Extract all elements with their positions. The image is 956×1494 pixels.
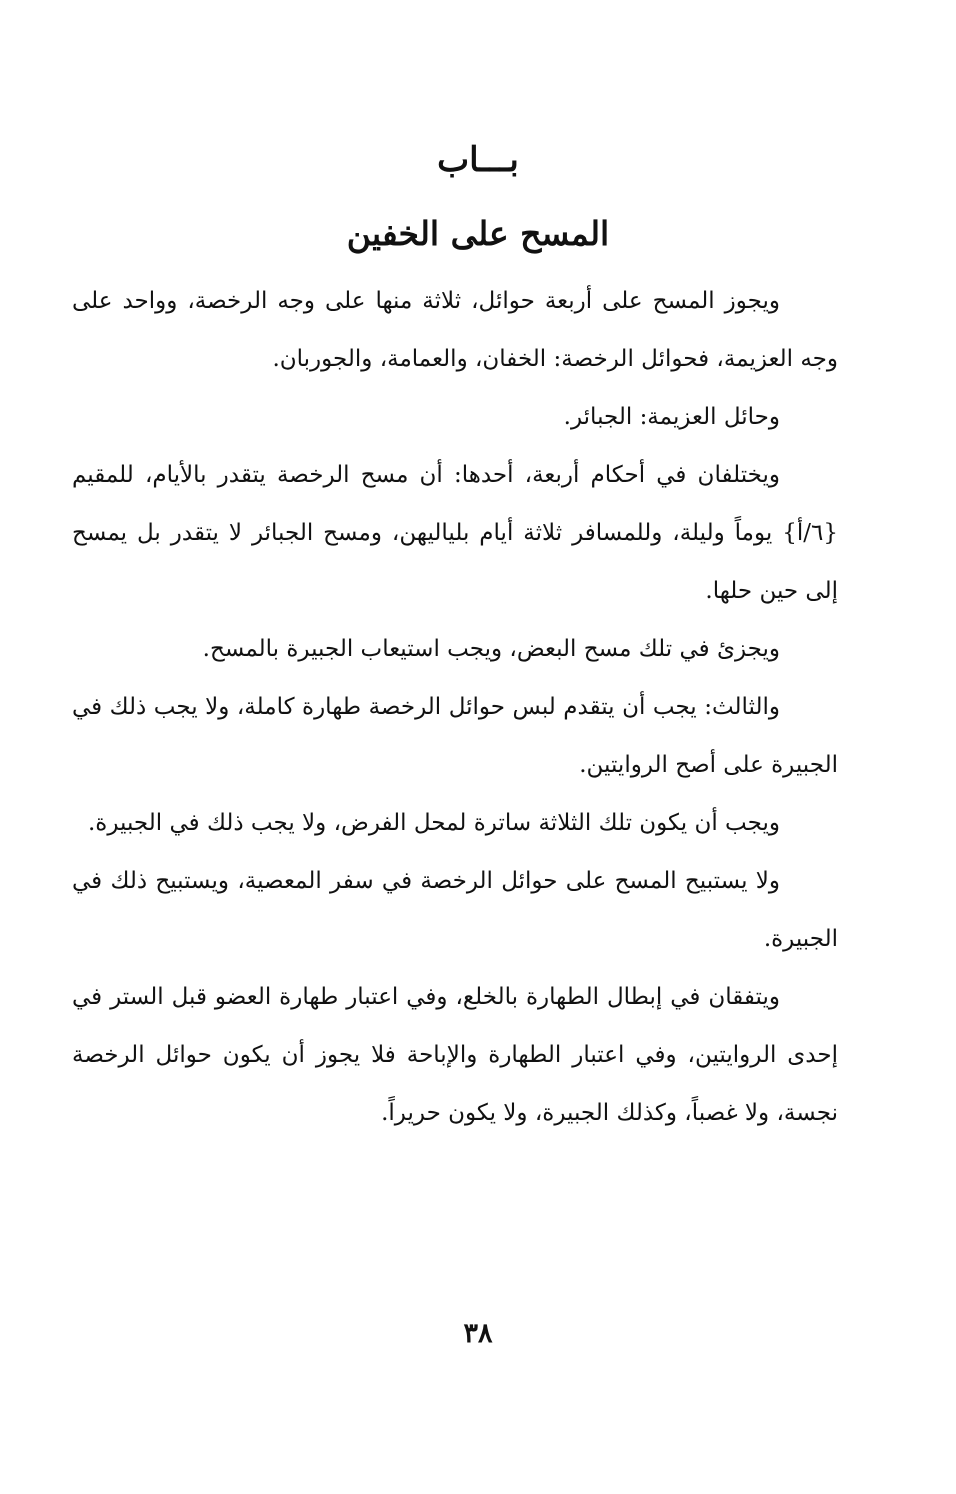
paragraph-8: ويتفقان في إبطال الطهارة بالخلع، وفي اعتبار طهارة العضو قبل الستر في إحدى الروايتين، وفي اعتبار الطهارة والإباحة فلا يجوز أن يكون حوائل الرخصة نجسة، ولا غصباً، وكذلك الجبيرة، ولا يكون حريراً.: [72, 984, 838, 1126]
body-text: [72, 272, 838, 1142]
chapter-heading: بـــاب: [437, 140, 519, 180]
paragraph-6: ويجب أن يكون تلك الثلاثة ساترة لمحل الفرض، ولا يجب ذلك في الجبيرة.: [88, 810, 780, 836]
paragraph-3: ويختلفان في أحكام أربعة، أحدها: أن مسح الرخصة يتقدر بالأيام، للمقيم {٦/أ} يوماً وليلة، وللمسافر ثلاثة أيام بلياليهن، ومسح الجبائر لا يتقدر بل يمسح إلى حين حلها.: [72, 462, 838, 604]
paragraph-7: ولا يستبيح المسح على حوائل الرخصة في سفر المعصية، ويستبيح ذلك في الجبيرة.: [72, 868, 838, 952]
paragraph-5: والثالث: يجب أن يتقدم لبس حوائل الرخصة طهارة كاملة، ولا يجب ذلك في الجبيرة على أصح الروايتين.: [72, 694, 838, 778]
section-title: المسح على الخفين: [346, 214, 610, 253]
paragraph-1: ويجوز المسح على أربعة حوائل، ثلاثة منها على وجه الرخصة، وواحد على وجه العزيمة، فحوائل الرخصة: الخفان، والعمامة، والجوربان.: [72, 288, 838, 372]
page-number: ٣٨: [463, 1318, 493, 1349]
paragraph-2: وحائل العزيمة: الجبائر.: [563, 404, 780, 430]
paragraph-4: ويجزئ في تلك مسح البعض، ويجب استيعاب الجبيرة بالمسح.: [202, 636, 780, 662]
